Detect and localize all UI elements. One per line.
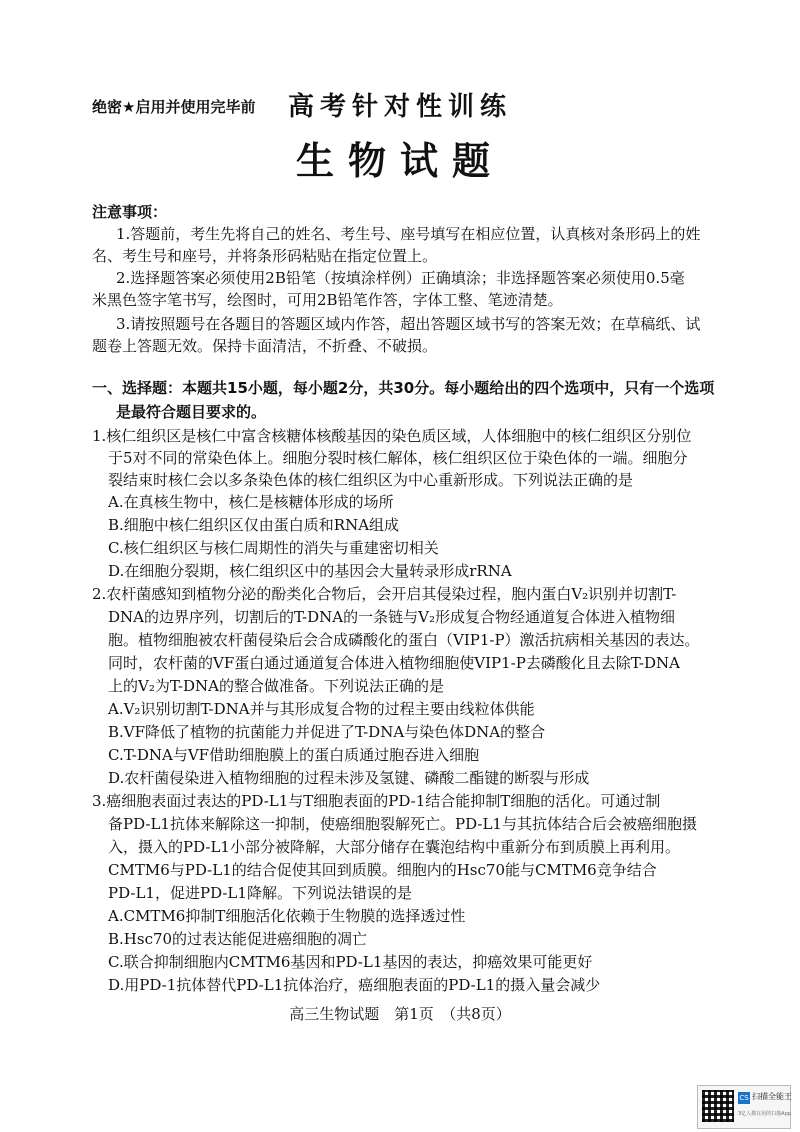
notice-heading: 注意事项： <box>92 203 168 221</box>
question-3-stem: 入，摄入的PD-L1小部分被降解，大部分储存在囊泡结构中重新分布到质膜上再利用。 <box>108 838 680 856</box>
question-1-stem: 裂结束时核仁会以多条染色体的核仁组织区为中心重新形成。下列说法正确的是 <box>108 471 634 489</box>
question-2-stem: DNA的边界序列，切割后的T-DNA的一条链与V₂形成复合物经通道复合体进入植物细 <box>108 608 675 626</box>
camscanner-logo-icon: CS <box>739 1094 749 1102</box>
question-3-stem: 备PD-L1抗体来解除这一抑制，使癌细胞裂解死亡。PD-L1与其抗体结合后会被癌细胞摄 <box>108 815 697 833</box>
section-heading-cont: 是最符合题目要求的。 <box>116 403 267 421</box>
scanner-watermark <box>697 1085 791 1129</box>
section-heading: 一、选择题：本题共15小题，每小题2分，共30分。每小题给出的四个选项中，只有一个选项 <box>92 379 715 397</box>
question-2-option-d: D.农杆菌侵染进入植物细胞的过程未涉及氢键、磷酸二酯键的断裂与形成 <box>108 769 590 787</box>
page-footer: 高三生物试题 第1页 （共8页） <box>289 1005 511 1023</box>
question-3-option-a: A.CMTM6抑制T细胞活化依赖于生物膜的选择透过性 <box>108 907 466 925</box>
scanner-tagline: 3亿人都在用的扫描App <box>738 1111 791 1117</box>
question-1-option-b: B.细胞中核仁组织区仅由蛋白质和RNA组成 <box>108 516 400 534</box>
scanner-app-name: 扫描全能王 <box>752 1092 792 1101</box>
notice-line: 题卷上答题无效。保持卡面清洁，不折叠、不破损。 <box>92 337 438 355</box>
question-1-option-a: A.在真核生物中，核仁是核糖体形成的场所 <box>108 493 394 511</box>
question-2-stem: 上的V₂为T-DNA的整合做准备。下列说法正确的是 <box>108 677 444 695</box>
question-1-stem: 1.核仁组织区是核仁中富含核糖体核酸基因的染色质区域，人体细胞中的核仁组织区分别位 <box>92 427 692 445</box>
question-3-stem: CMTM6与PD-L1的结合促使其回到质膜。细胞内的Hsc70能与CMTM6竞争结合 <box>108 861 657 879</box>
question-3-option-c: C.联合抑制细胞内CMTM6基因和PD-L1基因的表达，抑癌效果可能更好 <box>108 953 593 971</box>
question-1-option-d: D.在细胞分裂期，核仁组织区中的基因会大量转录形成rRNA <box>108 562 512 580</box>
question-1-stem: 于5对不同的常染色体上。细胞分裂时核仁解体，核仁组织区位于染色体的一端。细胞分 <box>108 449 688 467</box>
question-2-option-c: C.T-DNA与VF借助细胞膜上的蛋白质通过胞吞进入细胞 <box>108 746 480 764</box>
question-1-option-c: C.核仁组织区与核仁周期性的消失与重建密切相关 <box>108 539 439 557</box>
exam-series-title: 高考针对性训练 <box>287 92 512 122</box>
qr-code-icon <box>702 1090 734 1122</box>
notice-line: 米黑色签字笔书写，绘图时，可用2B铅笔作答，字体工整、笔迹清楚。 <box>92 291 563 309</box>
notice-line: 1.答题前，考生先将自己的姓名、考生号、座号填写在相应位置，认真核对条形码上的姓 <box>116 225 701 243</box>
question-3-stem: PD-L1，促进PD-L1降解。下列说法错误的是 <box>108 884 412 902</box>
question-2-stem: 胞。植物细胞被农杆菌侵染后会合成磷酸化的蛋白（VIP1-P）激活抗病相关基因的表达。 <box>108 631 700 649</box>
question-3-option-d: D.用PD-1抗体替代PD-L1抗体治疗，癌细胞表面的PD-L1的摄入量会减少 <box>108 976 601 994</box>
confidential-label: 绝密★启用并使用完毕前 <box>92 98 256 116</box>
subject-title: 生物试题 <box>295 138 504 183</box>
question-2-option-b: B.VF降低了植物的抗菌能力并促进了T-DNA与染色体DNA的整合 <box>108 723 546 741</box>
question-3-option-b: B.Hsc70的过表达能促进癌细胞的凋亡 <box>108 930 368 948</box>
notice-line: 3.请按照题号在各题目的答题区域内作答，超出答题区域书写的答案无效；在草稿纸、试 <box>116 315 701 333</box>
question-3-stem: 3.癌细胞表面过表达的PD-L1与T细胞表面的PD-1结合能抑制T细胞的活化。可通过制 <box>92 792 661 810</box>
question-2-stem: 2.农杆菌感知到植物分泌的酚类化合物后，会开启其侵染过程，胞内蛋白V₂识别并切割T- <box>92 585 677 603</box>
notice-line: 名、考生号和座号，并将条形码粘贴在指定位置上。 <box>92 247 438 265</box>
question-2-stem: 同时，农杆菌的VF蛋白通过通道复合体进入植物细胞使VIP1-P去磷酸化且去除T-DNA <box>108 654 680 672</box>
question-2-option-a: A.V₂识别切割T-DNA并与其形成复合物的过程主要由线粒体供能 <box>108 700 535 718</box>
notice-line: 2.选择题答案必须使用2B铅笔（按填涂样例）正确填涂；非选择题答案必须使用0.5毫 <box>116 269 685 287</box>
